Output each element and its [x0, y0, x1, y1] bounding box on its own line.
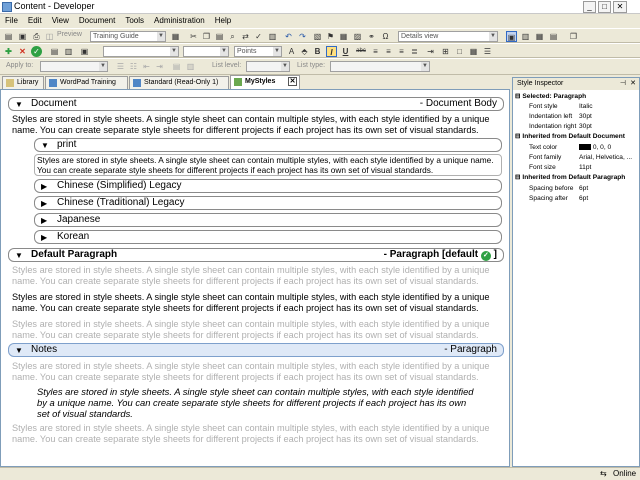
menu-document[interactable]: Document	[78, 16, 116, 25]
collapse-icon: ⊟	[515, 93, 521, 100]
expand-triangle-icon[interactable]: ▶	[41, 233, 48, 242]
template-combo[interactable]	[90, 31, 166, 42]
chevron-down-icon: ▼	[274, 48, 280, 54]
heading-label: Inherited from Default Paragraph	[522, 174, 626, 181]
bullets-icon[interactable]: ☰	[116, 62, 125, 71]
replace-icon[interactable]: ⇄	[242, 32, 249, 41]
size-combo[interactable]	[183, 46, 229, 57]
style-name: Japanese	[57, 214, 101, 225]
maximize-button[interactable]: □	[598, 1, 611, 13]
following-sample-text: Styles are stored in style sheets. A single style sheet can contain multiple styles, with each style identified by a unique name. You can create separate style sheets for different projects if each project has its own set of visual standards.	[12, 319, 490, 340]
list-type-label: List type:	[297, 62, 326, 69]
inspector-section-heading[interactable]	[515, 173, 639, 182]
property-value: 30pt	[579, 113, 592, 120]
toolbar-standard	[0, 28, 640, 43]
outdent-icon[interactable]: ⇤	[143, 62, 150, 71]
style-header-default-paragraph[interactable]	[8, 248, 504, 262]
style-header-chinese-simplified[interactable]	[34, 179, 502, 193]
notes-sample-text: Styles are stored in style sheets. A single style sheet can contain multiple styles, with each style identified by a unique name. You can create separate style sheets for different projects if each project has its own set of visual standards.	[37, 386, 474, 419]
tab-label: MyStyles	[245, 78, 276, 85]
font-combo[interactable]	[103, 46, 179, 57]
add-icon[interactable]: ✚	[5, 47, 12, 56]
preview-icon[interactable]: ◫	[45, 32, 54, 41]
units-combo[interactable]	[234, 46, 282, 57]
highlight-icon[interactable]: ⬘	[301, 47, 308, 56]
print-sample-text: Styles are stored in style sheets. A single style sheet can contain multiple styles, with each style identified by a unique name. You can create separate style sheets for different projects if each project has its own set of visual standards.	[37, 155, 494, 175]
style-header-chinese-traditional[interactable]	[34, 196, 502, 210]
table-icon[interactable]: ▦	[339, 32, 348, 41]
list-level-combo[interactable]	[246, 61, 290, 72]
bold-button[interactable]: B	[314, 47, 321, 56]
window-title: Content - Developer	[14, 1, 95, 11]
collapse-triangle-icon[interactable]: ▼	[15, 251, 23, 260]
style-type: - Paragraph	[444, 344, 497, 355]
indent-list-icon[interactable]: ⇥	[156, 62, 163, 71]
style-type: - Document Body	[419, 98, 497, 109]
apply-to-combo[interactable]	[40, 61, 108, 72]
document-tabs	[0, 75, 510, 89]
menu-edit[interactable]: Edit	[27, 16, 42, 25]
style-sheet-icon[interactable]: ▣	[80, 47, 89, 56]
chevron-down-icon: ▼	[282, 63, 288, 69]
numbering-icon[interactable]: ☷	[129, 62, 138, 71]
open-folder-icon[interactable]: ▤	[4, 32, 13, 41]
strikethrough-button[interactable]: abc	[356, 48, 366, 54]
document-sample-text: Styles are stored in style sheets. A single style sheet can contain multiple styles, with each style identified by a unique name. You can create separate style sheets for different projects if each project has its own set of visual standards.	[12, 114, 490, 135]
property-value	[579, 143, 611, 152]
menu-tools[interactable]: Tools	[125, 16, 145, 25]
properties-icon[interactable]: ▦	[171, 32, 180, 41]
collapse-triangle-icon[interactable]: ▼	[41, 141, 49, 150]
list-icon[interactable]: ☰	[483, 47, 492, 56]
property-value: Arial, Helvetica, ...	[579, 154, 633, 161]
network-icon: ⇆	[600, 469, 607, 478]
document-icon	[133, 79, 141, 87]
chevron-down-icon: ▼	[158, 33, 164, 39]
tab-label: Standard (Read-Only 1)	[144, 79, 219, 86]
tab-label: Library	[17, 79, 39, 86]
redo-icon[interactable]: ↷	[299, 32, 306, 41]
split-view-icon[interactable]: ▥	[521, 32, 530, 41]
style-editor	[0, 89, 510, 467]
property-name: Font size	[529, 164, 556, 171]
inspector-title-bar	[513, 78, 639, 90]
expand-triangle-icon[interactable]: ▶	[41, 199, 48, 208]
online-status: Online	[613, 469, 637, 478]
property-value: 6pt	[579, 185, 589, 192]
chevron-down-icon: ▼	[100, 63, 106, 69]
paste-icon[interactable]: ▤	[215, 32, 224, 41]
chevron-down-icon: ▼	[221, 48, 227, 54]
list-format-icon[interactable]: ▥	[186, 62, 195, 71]
menu-administration[interactable]: Administration	[154, 16, 205, 25]
tab-wordpad-training[interactable]	[45, 76, 128, 89]
heading-label: Selected: Paragraph	[522, 93, 587, 100]
indent-icon[interactable]: ⇥	[427, 47, 434, 56]
property-name: Indentation left	[529, 113, 573, 120]
text-color-icon[interactable]: A	[288, 47, 295, 56]
new-style-icon[interactable]: ▥	[64, 47, 73, 56]
title-bar	[0, 0, 640, 14]
inspector-close-icon[interactable]: ✕	[630, 80, 636, 87]
list-style-icon[interactable]: ▤	[172, 62, 181, 71]
property-value: 6pt	[579, 195, 589, 202]
property-value: 30pt	[579, 123, 592, 130]
default-paragraph-sample-text: Styles are stored in style sheets. A single style sheet can contain multiple styles, with each style identified by a unique name. You can create separate style sheets for different projects if each project has its own set of visual standards.	[12, 292, 490, 313]
template-combo-value: Training Guide	[93, 33, 139, 40]
menu-help[interactable]: Help	[214, 16, 232, 25]
following-sample-text: Styles are stored in style sheets. A single style sheet can contain multiple styles, with each style identified by a unique name. You can create separate style sheets for different projects if each project has its own set of visual standards.	[12, 423, 490, 444]
heading-label: Inherited from Default Document	[522, 133, 625, 140]
style-name: Korean	[57, 231, 90, 242]
property-name: Indentation right	[529, 123, 577, 130]
status-bar	[0, 467, 640, 480]
justify-icon[interactable]: ≣	[411, 47, 418, 56]
toolbar-lists	[0, 58, 640, 75]
app-icon	[2, 2, 12, 12]
inspector-section-heading[interactable]	[515, 132, 639, 141]
property-name: Font family	[529, 154, 562, 161]
layout-icon[interactable]: ▣	[507, 33, 516, 42]
preceding-sample-text: Styles are stored in style sheets. A single style sheet can contain multiple styles, with each style identified by a unique name. You can create separate style sheets for different projects if each project has its own set of visual standards.	[12, 361, 490, 382]
chevron-down-icon: ▼	[490, 33, 496, 39]
format-icon[interactable]: ▥	[268, 32, 277, 41]
style-inspector-panel	[512, 77, 640, 467]
close-button[interactable]: ✕	[613, 1, 627, 13]
style-name: Chinese (Simplified) Legacy	[57, 180, 182, 191]
apply-to-label: Apply to:	[6, 62, 34, 69]
align-right-icon[interactable]: ≡	[399, 47, 404, 56]
default-check-icon: ✓	[481, 251, 491, 261]
undo-icon[interactable]: ↶	[285, 32, 292, 41]
bookmark-icon[interactable]: ⚑	[326, 32, 335, 41]
style-name: Document	[31, 98, 77, 109]
collapse-icon: ⊟	[515, 174, 521, 181]
property-name: Spacing after	[529, 195, 568, 202]
expand-triangle-icon[interactable]: ▶	[41, 216, 48, 225]
collapse-triangle-icon[interactable]: ▼	[15, 346, 23, 355]
expand-triangle-icon[interactable]: ▶	[41, 182, 48, 191]
save-icon[interactable]: ▣	[18, 32, 27, 41]
style-name: Chinese (Traditional) Legacy	[57, 197, 185, 208]
close-tab-icon[interactable]: ✕	[289, 78, 296, 85]
chevron-down-icon: ▼	[422, 63, 428, 69]
shading-icon[interactable]: ▦	[469, 47, 478, 56]
find-icon[interactable]: ⌕	[230, 32, 235, 41]
insert-icon[interactable]: ▧	[313, 32, 322, 41]
image-icon[interactable]: ▨	[353, 32, 362, 41]
underline-button[interactable]: U	[342, 47, 349, 56]
border-icon[interactable]: ⊞	[442, 47, 449, 56]
print-icon[interactable]: ⎙	[33, 32, 40, 41]
style-name: print	[57, 139, 77, 150]
tab-library[interactable]	[2, 76, 44, 89]
style-header-japanese[interactable]	[34, 213, 502, 227]
menu-view[interactable]: View	[51, 16, 69, 25]
inspector-title: Style Inspector	[517, 80, 564, 87]
pin-icon[interactable]: ⊣	[619, 80, 626, 87]
collapse-icon: ⊟	[515, 133, 521, 140]
document-icon	[49, 79, 57, 87]
collapse-triangle-icon[interactable]: ▼	[15, 100, 23, 109]
property-value: 11pt	[579, 164, 592, 171]
spell-check-icon[interactable]: ✓	[255, 32, 262, 41]
cut-icon[interactable]: ✂	[190, 32, 197, 41]
style-sheet-icon	[234, 78, 242, 86]
color-swatch	[579, 144, 591, 150]
style-header-notes[interactable]	[8, 343, 504, 357]
box-icon[interactable]: □	[457, 47, 462, 56]
preview-label[interactable]: Preview	[57, 31, 82, 38]
tab-label: WordPad Training	[60, 79, 116, 86]
style-name: Notes	[31, 344, 58, 355]
delete-icon[interactable]: ✕	[19, 47, 26, 56]
style-type-label: - Paragraph [default	[383, 249, 479, 260]
style-header-korean[interactable]	[34, 230, 502, 244]
copy-icon[interactable]: ❐	[202, 32, 211, 41]
minimize-button[interactable]: _	[583, 1, 596, 13]
library-icon	[6, 79, 14, 87]
symbol-icon[interactable]: Ω	[382, 32, 389, 41]
property-value: Italic	[579, 103, 593, 110]
view-combo[interactable]	[398, 31, 498, 42]
color-value: 0, 0, 0	[592, 144, 612, 151]
style-header-print[interactable]	[34, 138, 502, 152]
menu-bar	[0, 14, 640, 27]
window-icon[interactable]: ❐	[569, 32, 578, 41]
property-name: Text color	[529, 144, 558, 151]
list-type-combo[interactable]	[330, 61, 430, 72]
cascade-icon[interactable]: ▤	[549, 32, 558, 41]
list-level-label: List level:	[212, 62, 242, 69]
style-name: Default Paragraph	[31, 249, 118, 260]
style-icon[interactable]: ▤	[50, 47, 59, 56]
menu-file[interactable]: File	[5, 16, 18, 25]
align-left-icon[interactable]: ≡	[373, 47, 378, 56]
tab-mystyles[interactable]	[230, 75, 300, 89]
property-name: Font style	[529, 103, 558, 110]
check-icon[interactable]: ✓	[31, 46, 42, 57]
style-header-document[interactable]	[8, 97, 504, 111]
style-type	[384, 249, 497, 261]
inspector-section-heading[interactable]	[515, 92, 586, 101]
toolbar-formatting	[0, 43, 640, 58]
link-icon[interactable]: ⚭	[368, 32, 375, 41]
align-center-icon[interactable]: ≡	[386, 47, 391, 56]
tile-view-icon[interactable]: ▦	[535, 32, 544, 41]
style-type-end: ]	[493, 249, 497, 260]
units-combo-value: Points	[237, 48, 257, 55]
chevron-down-icon: ▼	[171, 48, 177, 54]
tab-standard[interactable]	[129, 76, 229, 89]
italic-button[interactable]: I	[326, 46, 337, 57]
view-combo-value: Details view	[401, 33, 439, 40]
property-name: Spacing before	[529, 185, 574, 192]
preceding-sample-text: Styles are stored in style sheets. A single style sheet can contain multiple styles, with each style identified by a unique name. You can create separate style sheets for different projects if each project has its own set of visual standards.	[12, 265, 490, 286]
